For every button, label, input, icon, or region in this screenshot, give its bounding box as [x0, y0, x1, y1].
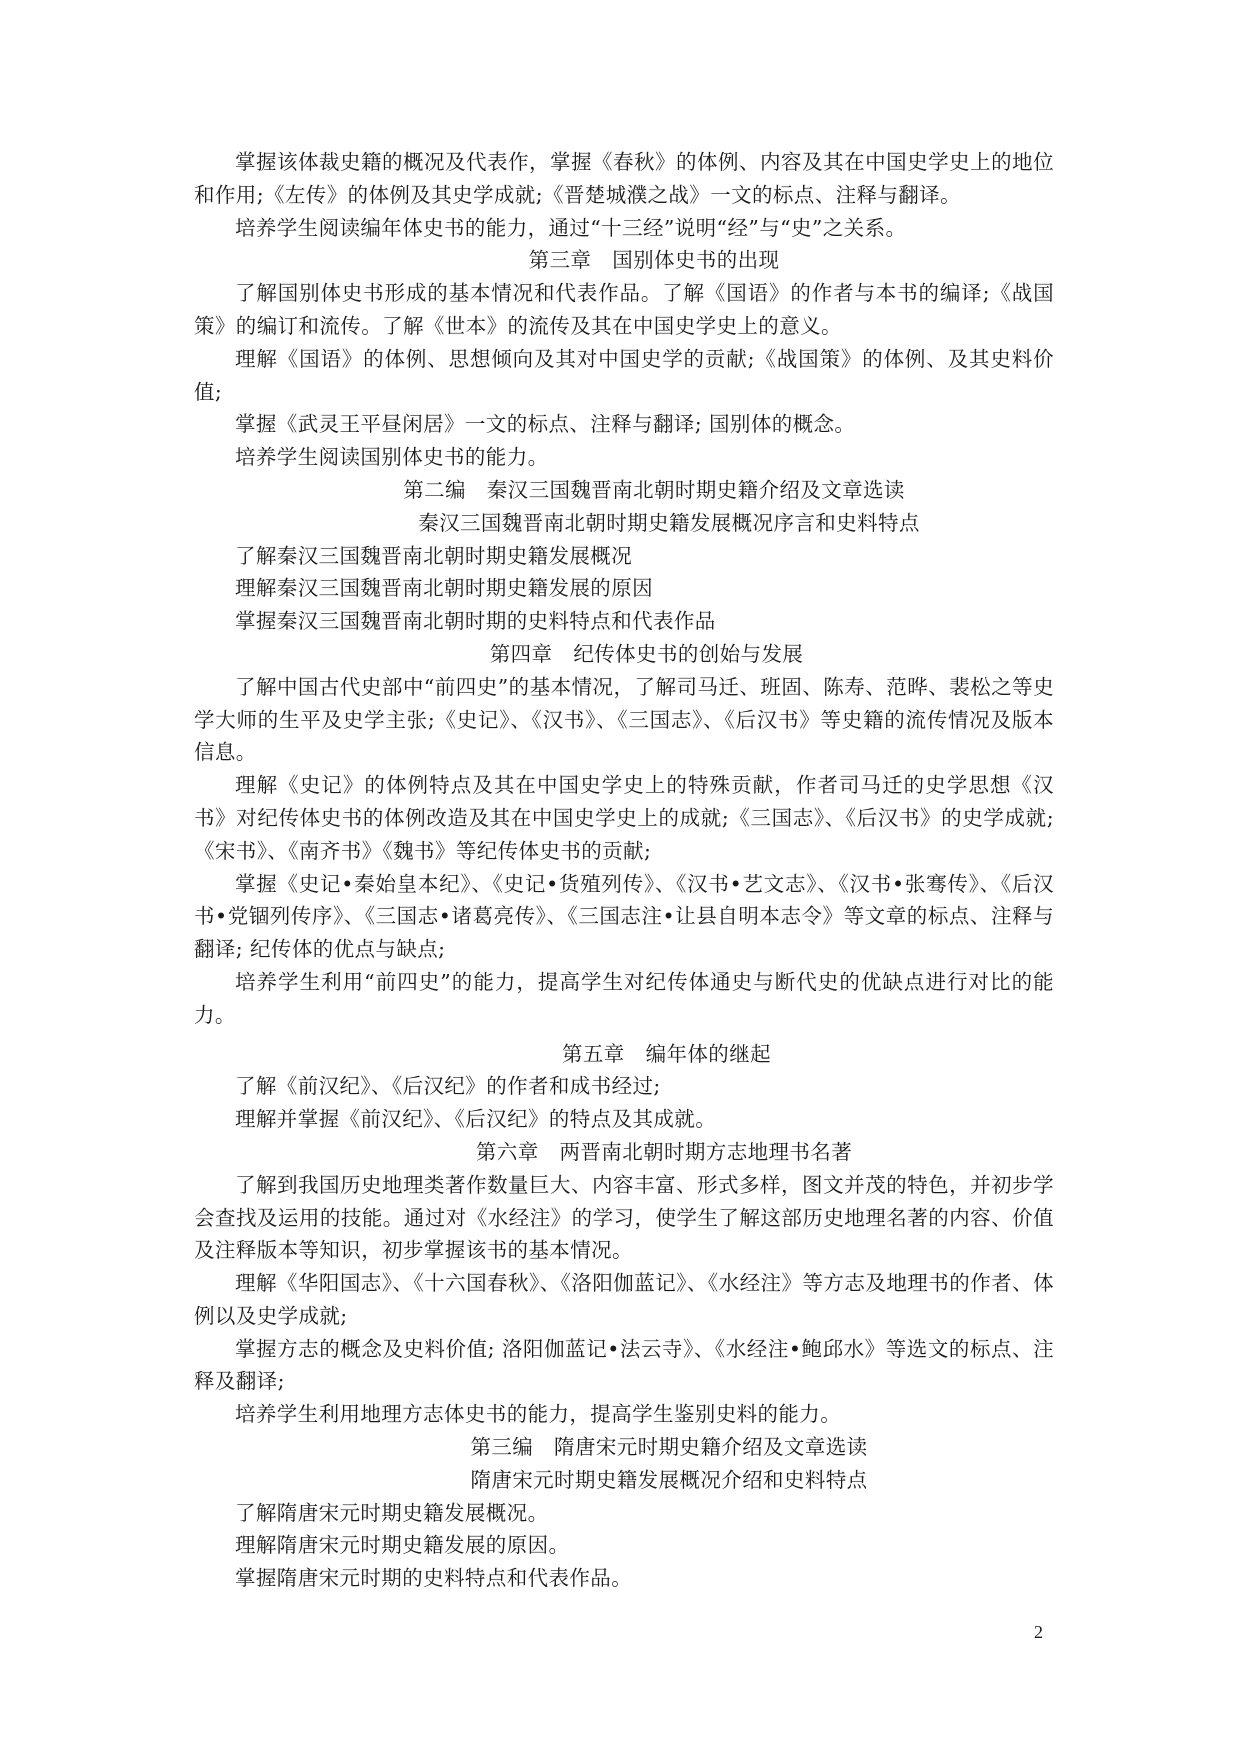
section-heading: 秦汉三国魏晋南北朝时期史籍发展概况序言和史料特点: [418, 510, 920, 535]
paragraph: 培养学生利用地理方志体史书的能力，提高学生鉴别史料的能力。: [235, 1402, 842, 1427]
paragraph: 掌握秦汉三国魏晋南北朝时期的史料特点和代表作品: [235, 609, 716, 634]
section-heading: 第三编 隋唐宋元时期史籍介绍及文章选读: [470, 1435, 868, 1460]
section-heading: 第五章 编年体的继起: [562, 1041, 771, 1066]
paragraph: 理解《国语》的体例、思想倾向及其对中国史学的贡献;《战国策》的体例、及其史料价值;: [194, 346, 1054, 404]
document-body: [194, 146, 1054, 1595]
paragraph: 了解秦汉三国魏晋南北朝时期史籍发展概况: [235, 543, 633, 568]
paragraph: 理解《史记》的体例特点及其在中国史学史上的特殊贡献，作者司马迁的史学思想《汉书》对纪传体史书的体例改造及其在中国史学史上的成就;《三国志》、《后汉书》的史学成就;《宋书》、《南齐书》《魏书》等纪传体史书的贡献;: [194, 773, 1054, 863]
paragraph: 掌握《史记•秦始皇本纪》、《史记•货殖列传》、《汉书•艺文志》、《汉书•张骞传》、《后汉书•党锢列传序》、《三国志•诸葛亮传》、《三国志注•让县自明本志令》等文章的标点、注释与翻译; 纪传体的优点与缺点;: [194, 871, 1054, 962]
paragraph: 了解国别体史书形成的基本情况和代表作品。了解《国语》的作者与本书的编译;《战国策》的编订和流传。了解《世本》的流传及其在中国史学史上的意义。: [194, 281, 1054, 338]
paragraph: 理解隋唐宋元时期史籍发展的原因。: [235, 1533, 570, 1558]
section-heading: 第二编 秦汉三国魏晋南北朝时期史籍介绍及文章选读: [403, 477, 905, 502]
paragraph: 掌握该体裁史籍的概况及代表作，掌握《春秋》的体例、内容及其在中国史学史上的地位和作用;《左传》的体例及其史学成就;《晋楚城濮之战》一文的标点、注释与翻译。: [194, 150, 1054, 207]
paragraph: 了解中国古代史部中“前四史”的基本情况，了解司马迁、班固、陈寿、范晔、裴松之等史学大师的生平及史学主张;《史记》、《汉书》、《三国志》、《后汉书》等史籍的流传情况及版本信息。: [194, 674, 1054, 765]
paragraph: 理解并掌握《前汉纪》、《后汉纪》的特点及其成就。: [235, 1107, 717, 1132]
paragraph: 培养学生阅读编年体史书的能力，通过“十三经”说明“经”与“史”之关系。: [235, 215, 907, 240]
paragraph: 培养学生阅读国别体史书的能力。: [235, 445, 549, 470]
section-heading: 第六章 两晋南北朝时期方志地理书名著: [475, 1139, 853, 1164]
section-heading: 第四章 纪传体史书的创始与发展: [489, 641, 804, 666]
section-heading: 第三章 国别体史书的出现: [528, 248, 780, 273]
paragraph: 理解《华阳国志》、《十六国春秋》、《洛阳伽蓝记》、《水经注》等方志及地理书的作者、体例以及史学成就;: [194, 1271, 1054, 1328]
paragraph: 了解到我国历史地理类著作数量巨大、内容丰富、形式多样，图文并茂的特色，并初步学会查找及运用的技能。通过对《水经注》的学习，使学生了解这部历史地理名著的内容、价值及注释版本等知识，初步掌握该书的基本情况。: [194, 1172, 1054, 1263]
paragraph: 了解《前汉纪》、《后汉纪》的作者和成书经过;: [235, 1074, 661, 1099]
paragraph: 培养学生利用“前四史”的能力，提高学生对纪传体通史与断代史的优缺点进行对比的能力。: [194, 969, 1054, 1027]
page-number: 2: [1034, 1622, 1043, 1642]
section-heading: 隋唐宋元时期史籍发展概况介绍和史料特点: [470, 1467, 868, 1492]
paragraph: 掌握方志的概念及史料价值; 洛阳伽蓝记•法云寺》、《水经注•鲍邱水》等选文的标点、注释及翻译;: [194, 1336, 1054, 1394]
paragraph: 掌握《武灵王平昼闲居》一文的标点、注释与翻译; 国别体的概念。: [235, 412, 856, 437]
paragraph: 理解秦汉三国魏晋南北朝时期史籍发展的原因: [235, 576, 653, 601]
paragraph: 掌握隋唐宋元时期的史料特点和代表作品。: [235, 1566, 633, 1591]
paragraph: 了解隋唐宋元时期史籍发展概况。: [235, 1500, 549, 1525]
